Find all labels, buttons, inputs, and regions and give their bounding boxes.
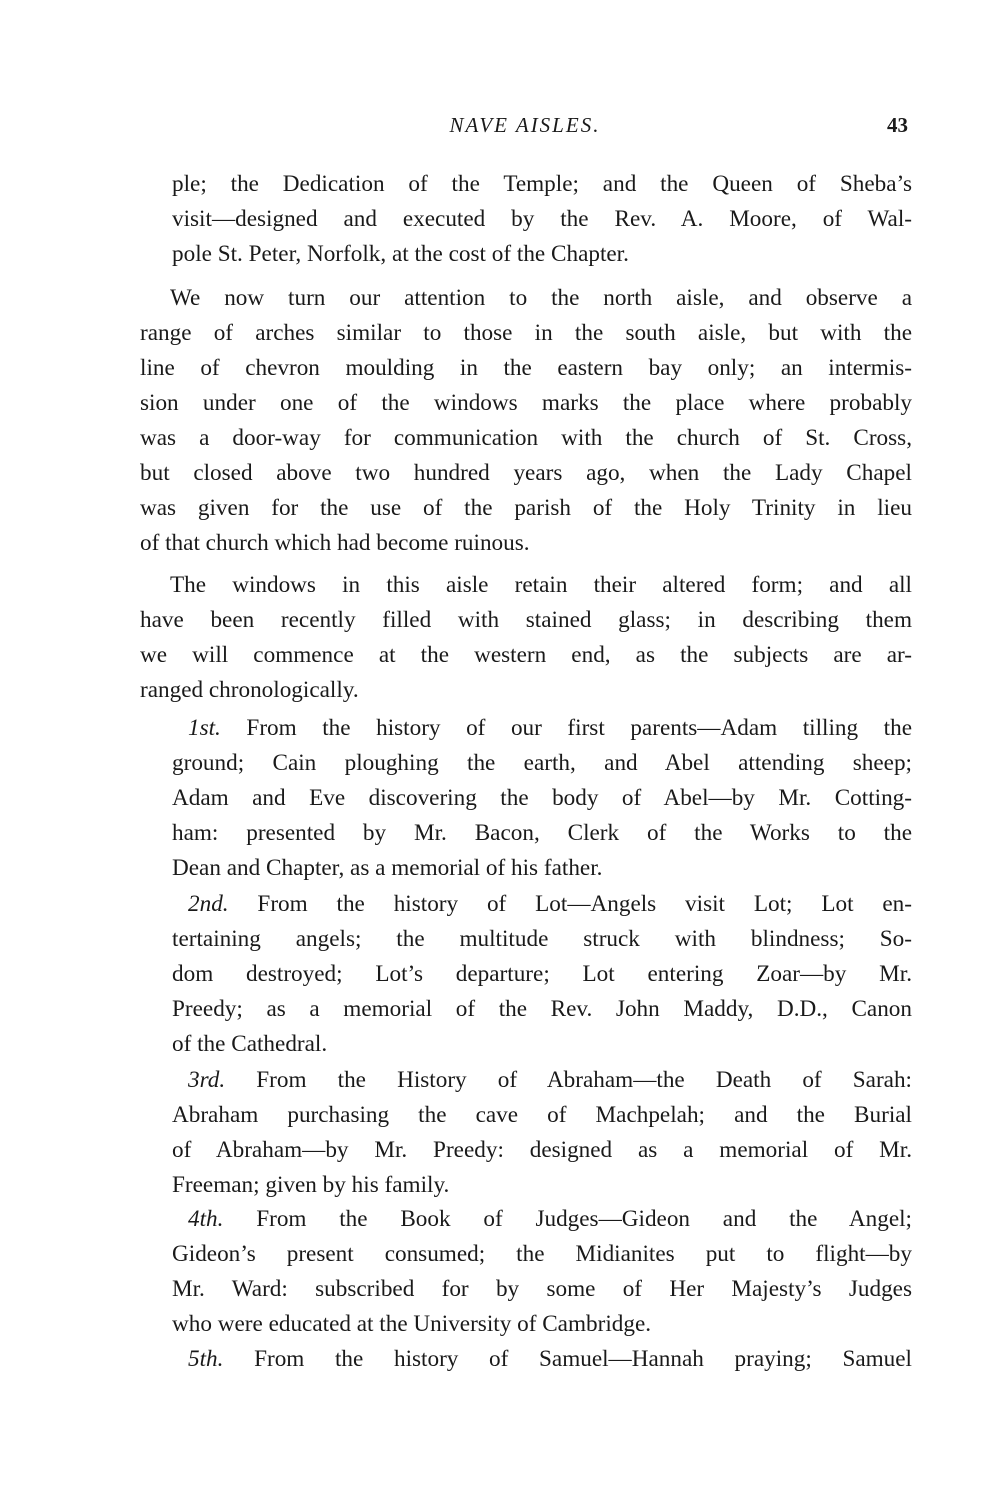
window-label: 2nd. [188,891,229,917]
text-line: was given for the use of the parish of the Holy Trinity in lieu [140,495,912,521]
text-line: but closed above two hundred years ago, when the Lady Chapel [140,460,912,486]
text-line: have been recently filled with stained glass; in describing them [140,607,912,633]
text-line [188,1202,912,1236]
text-line: Mr. Ward: subscribed for by some of Her Majesty’s Judges [172,1276,912,1302]
text-line: line of chevron moulding in the eastern bay only; an intermis- [140,355,912,381]
text-line: Adam and Eve discovering the body of Abel—by Mr. Cotting- [172,785,912,811]
text-line: We now turn our attention to the north aisle, and observe a [170,285,912,311]
text-line: we will commence at the western end, as the subjects are ar- [140,642,912,668]
line-text: From the History of Abraham—the Death of Sarah: [225,1067,912,1093]
window-label: 4th. [188,1206,224,1232]
text-line: Gideon’s present consumed; the Midianites put to flight—by [172,1241,912,1267]
text-line: who were educated at the University of Cambridge. [172,1311,652,1337]
text-line: ground; Cain ploughing the earth, and Abel attending sheep; [172,750,912,776]
text-line [188,1342,912,1376]
text-line: was a door-way for communication with the church of St. Cross, [140,425,912,451]
text-line: sion under one of the windows marks the place where probably [140,390,912,416]
text-line: Dean and Chapter, as a memorial of his father. [172,855,603,881]
text-line: of Abraham—by Mr. Preedy: designed as a memorial of Mr. [172,1137,912,1163]
window-label: 3rd. [188,1067,226,1093]
text-line: ranged chronologically. [140,677,359,703]
text-line [188,887,912,921]
line-text: From the history of Lot—Angels visit Lot; Lot en- [228,891,912,917]
text-line: dom destroyed; Lot’s departure; Lot entering Zoar—by Mr. [172,961,912,987]
text-line: of that church which had become ruinous. [140,530,530,556]
page-number: 43 [887,113,908,137]
text-line: Freeman; given by his family. [172,1172,450,1198]
text-line: ham: presented by Mr. Bacon, Clerk of the Works to the [172,820,912,846]
window-label: 5th. [188,1346,224,1372]
text-line: Abraham purchasing the cave of Machpelah; and the Burial [172,1102,912,1128]
line-text: From the history of our first parents—Adam tilling the [220,715,912,741]
running-title: NAVE AISLES. [449,113,601,137]
text-line: The windows in this aisle retain their altered form; and all [170,572,912,598]
text-line [188,1063,912,1097]
line-text: From the history of Samuel—Hannah praying; Samuel [223,1346,912,1372]
text-line: range of arches similar to those in the south aisle, but with the [140,320,912,346]
line-text: From the Book of Judges—Gideon and the Angel; [223,1206,912,1232]
text-line: ple; the Dedication of the Temple; and the Queen of Sheba’s [172,171,912,197]
text-line: of the Cathedral. [172,1031,328,1057]
window-label: 1st. [188,715,221,741]
text-line: tertaining angels; the multitude struck with blindness; So- [172,926,912,952]
text-line: Preedy; as a memorial of the Rev. John Maddy, D.D., Canon [172,996,912,1022]
text-line [188,711,912,745]
text-line: visit—designed and executed by the Rev. A. Moore, of Wal- [172,206,912,232]
text-line: pole St. Peter, Norfolk, at the cost of the Chapter. [172,241,629,267]
running-head [140,113,910,145]
